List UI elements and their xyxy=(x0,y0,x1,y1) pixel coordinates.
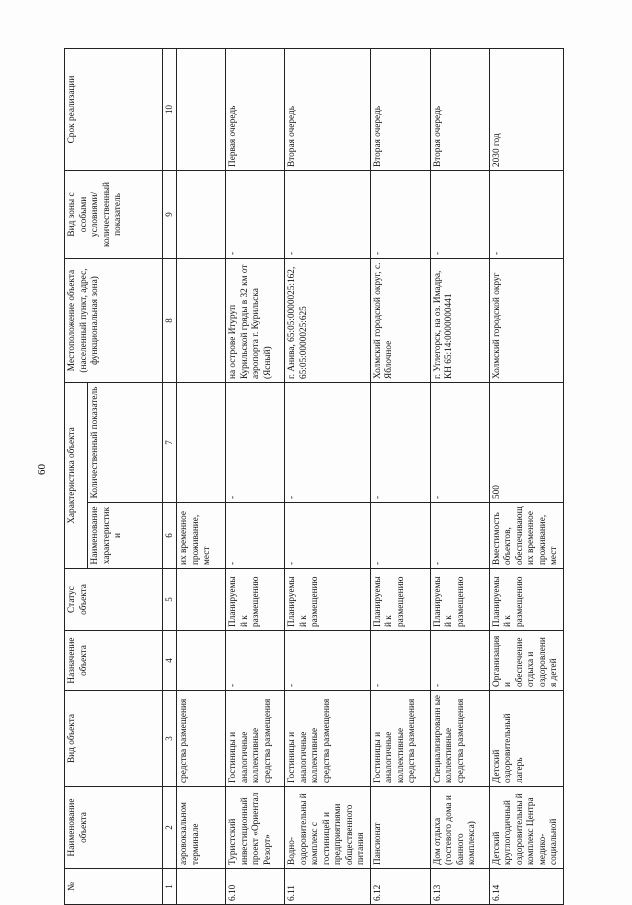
header-location: Местоположение объекта (населенный пункт, адрес, функциональная зона) xyxy=(65,259,163,383)
header-purpose: Назначение объекта xyxy=(65,631,163,691)
cell-location: Холмский городской округ, с. Яблочное xyxy=(370,259,430,383)
header-type: Вид объекта xyxy=(65,691,163,787)
cell-deadline: Вторая очередь xyxy=(370,49,430,171)
table-row xyxy=(489,49,563,905)
cell-char-value: - xyxy=(430,383,489,503)
cell-type: Гостиницы и аналогичные коллективные средства размещения xyxy=(226,691,285,787)
cell-purpose xyxy=(177,631,226,691)
cell-num: 6.10 xyxy=(226,869,285,905)
cell-num xyxy=(177,869,226,905)
cell-type: Детский оздоровительный лагерь xyxy=(489,691,563,787)
cell-char-name: - xyxy=(430,503,489,569)
column-numbers-row xyxy=(163,49,177,905)
cell-char-name: Вместимость объектов, обеспечивающ их временное проживание, мест xyxy=(489,503,563,569)
objects-table xyxy=(64,48,564,905)
cell-deadline: 2030 год xyxy=(489,49,563,171)
cell-zone: - xyxy=(430,171,489,259)
cell-type: Гостиницы и аналогичные коллективные средства размещения xyxy=(285,691,371,787)
cell-zone: - xyxy=(285,171,371,259)
cell-purpose: Организация и обеспечение отдыха и оздоровления детей xyxy=(489,631,563,691)
cell-name: Водно-оздоровительны й комплекс с гостиницей и предприятиями общественного питания xyxy=(285,787,371,869)
cell-zone: - xyxy=(226,171,285,259)
cell-status: Планируемы й к размещению xyxy=(430,569,489,631)
cell-location: г. Углегорск, на оз. Имадра, КН 65:14:0000000441 xyxy=(430,259,489,383)
col-number: 4 xyxy=(163,631,177,691)
cell-deadline: Вторая очередь xyxy=(430,49,489,171)
header-char-value: Количественный показатель xyxy=(88,383,163,503)
rotated-table-area xyxy=(36,45,584,905)
cell-num: 6.13 xyxy=(430,869,489,905)
cell-status: Планируемы й к размещению xyxy=(489,569,563,631)
cell-deadline xyxy=(177,49,226,171)
col-number: 10 xyxy=(163,49,177,171)
cell-char-name: - xyxy=(226,503,285,569)
cell-location xyxy=(177,259,226,383)
cell-type: Гостиницы и аналогичные коллективные средства размещения xyxy=(370,691,430,787)
cell-purpose: - xyxy=(370,631,430,691)
header-name: Наименование объекта xyxy=(65,787,163,869)
cell-location: Холмский городской округ xyxy=(489,259,563,383)
cell-status: Планируемы й к размещению xyxy=(370,569,430,631)
cell-num: 6.14 xyxy=(489,869,563,905)
cell-status: Планируемы й к размещению xyxy=(285,569,371,631)
cell-type: Специализированн ые коллективные средства размещения xyxy=(430,691,489,787)
table-row xyxy=(285,49,371,905)
col-number: 2 xyxy=(163,787,177,869)
cell-status: Планируемы й к размещению xyxy=(226,569,285,631)
header-zone: Вид зоны с особыми условиями/ количественный показатель xyxy=(65,171,163,259)
table-row xyxy=(370,49,430,905)
table-row xyxy=(430,49,489,905)
cell-purpose: - xyxy=(226,631,285,691)
cell-purpose: - xyxy=(430,631,489,691)
header-deadline: Срок реализации xyxy=(65,49,163,171)
cell-char-value: - xyxy=(285,383,371,503)
cell-zone xyxy=(177,171,226,259)
cell-char-name: - xyxy=(285,503,371,569)
cell-char-value: - xyxy=(370,383,430,503)
cell-num: 6.11 xyxy=(285,869,371,905)
cell-char-value xyxy=(177,383,226,503)
cell-char-value: - xyxy=(226,383,285,503)
cell-location: на острове Итуруп Курильской гряды в 32 км от аэропорта г. Курильска (Ясный) xyxy=(226,259,285,383)
cell-status xyxy=(177,569,226,631)
header-row xyxy=(65,49,88,905)
cell-type: средства размещения xyxy=(177,691,226,787)
col-number: 8 xyxy=(163,259,177,383)
cell-num: 6.12 xyxy=(370,869,430,905)
cell-char-name: их временное проживание, мест xyxy=(177,503,226,569)
cell-name: Дом отдыха (гостевого дома и банного комплекса) xyxy=(430,787,489,869)
cell-zone: - xyxy=(370,171,430,259)
cell-name: Пансионат xyxy=(370,787,430,869)
table-row xyxy=(226,49,285,905)
page-number: 60 xyxy=(36,464,48,475)
col-number: 1 xyxy=(163,869,177,905)
cell-purpose: - xyxy=(285,631,371,691)
col-number: 5 xyxy=(163,569,177,631)
col-number: 7 xyxy=(163,383,177,503)
cell-char-name: - xyxy=(370,503,430,569)
col-number: 9 xyxy=(163,171,177,259)
cell-deadline: Первая очередь xyxy=(226,49,285,171)
col-number: 3 xyxy=(163,691,177,787)
cell-deadline: Вторая очередь xyxy=(285,49,371,171)
cell-location: г. Анива, 65:05:0000025:162, 65:05:0000025:625 xyxy=(285,259,371,383)
header-num: № xyxy=(65,869,163,905)
header-status: Статус объекта xyxy=(65,569,163,631)
header-characteristics: Характеристика объекта xyxy=(65,383,88,569)
cell-name: Детский круглогодичный оздоровительны й комплекс Центра медико-социальной xyxy=(489,787,563,869)
cell-name: аэровокзальном терминале xyxy=(177,787,226,869)
cell-name: Туристский инвестиционный проект «Ориентал Резорт» xyxy=(226,787,285,869)
col-number: 6 xyxy=(163,503,177,569)
header-char-name: Наименование характеристик и xyxy=(88,503,163,569)
cell-zone: - xyxy=(489,171,563,259)
cell-char-value: 500 xyxy=(489,383,563,503)
table-row xyxy=(177,49,226,905)
